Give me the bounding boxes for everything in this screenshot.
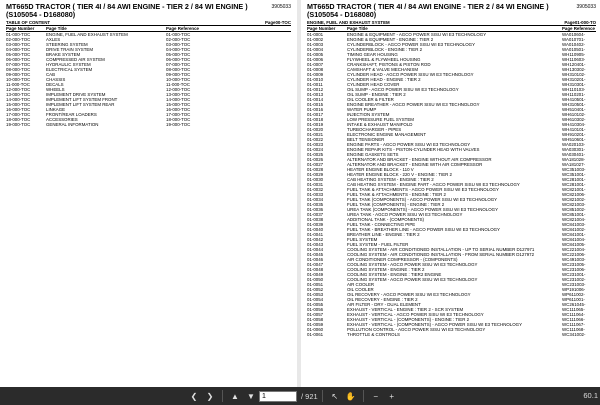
row-page-title: GENERAL INFORMATION (46, 122, 99, 127)
row-page-reference: WC821002- (562, 197, 586, 202)
row-page-title: INJECTION SYSTEM (347, 112, 390, 117)
row-page-reference: WA030301- (562, 147, 586, 152)
row-page-title: COOLING SYSTEM - ENGINE : TIER 2 (347, 267, 425, 272)
pdf-toolbar (0, 387, 600, 405)
row-page-number: 01-0014 (307, 97, 324, 102)
row-page-number: 02-000-TOC (6, 37, 31, 42)
row-page-number: 09-000-TOC (6, 72, 31, 77)
row-page-reference: WH410101- (562, 127, 586, 132)
row-page-title: OIL SUMP - ENGINE : TIER 2 (347, 92, 406, 97)
row-page-reference: WC231001- (562, 272, 586, 277)
row-page-reference: WC281001- (562, 177, 586, 182)
row-page-number: 01-0016 (307, 107, 324, 112)
row-page-title: BRAKE SYSTEM (46, 52, 81, 57)
row-page-reference: WC821003- (562, 202, 586, 207)
row-page-number: 01-0028 (307, 167, 324, 172)
row-page-title: FUEL TANK (COMPONENTS) - ENGINE : TIER 2 (347, 202, 445, 207)
row-page-title: OIL COOLER (347, 287, 374, 292)
row-page-reference: WP191006- (562, 287, 586, 292)
row-page-number: 01-0006 (307, 57, 324, 62)
total-pages: / 921 (301, 391, 318, 401)
row-page-title: CAMSHAFT & VALVE MECHANISM (347, 67, 418, 72)
row-page-reference: WC111065- (562, 307, 585, 312)
toolbar-divider (322, 390, 323, 402)
row-page-reference: 01-000-TOC (166, 32, 191, 37)
document-page-left (0, 0, 297, 387)
row-page-number: 01-0056 (307, 307, 324, 312)
row-page-title: EXHAUST - VERTICAL - ENGINE : TIER 2 - SCR SYSTEM (347, 307, 464, 312)
row-page-title: CRANKSHAFT, PISTONS & PISTON ROD (347, 62, 431, 67)
row-page-title: ENGINE REPAIR KITS - PISTON-CYLINDER HEAD WITH VALVES (347, 147, 480, 152)
row-page-number: 14-000-TOC (6, 97, 31, 102)
row-page-number: 01-0025 (307, 152, 324, 157)
row-page-number: 01-0055 (307, 302, 324, 307)
row-page-reference: WH510601- (562, 137, 586, 142)
row-page-reference: WC841004- (562, 237, 586, 242)
row-page-reference: WH110905- (562, 52, 586, 57)
row-page-title: STEERING SYSTEM (46, 42, 88, 47)
row-page-number: 01-0010 (307, 77, 324, 82)
document-page-right (301, 0, 600, 387)
row-page-reference: 04-000-TOC (166, 47, 191, 52)
row-page-reference: WH120401- (562, 62, 586, 67)
row-page-reference: WA010701- (562, 37, 586, 42)
row-page-number: 01-0043 (307, 242, 324, 247)
document-code: 3905033 (271, 4, 291, 10)
toc-table (6, 32, 291, 127)
row-page-reference: 03-000-TOC (166, 42, 191, 47)
back-icon[interactable]: ❮ (190, 391, 198, 401)
row-page-reference: WC221004- (562, 247, 586, 252)
row-page-title: EXHAUST - VERTICAL - (COMPONENTS) - ENGINE : TIER 2 (347, 317, 470, 322)
row-page-number: 01-0026 (307, 157, 324, 162)
row-page-reference: WA020103- (562, 142, 586, 147)
row-page-reference: WC851002- (562, 207, 586, 212)
row-page-reference: 12-000-TOC (166, 87, 191, 92)
row-page-reference: 15-000-TOC (166, 102, 191, 107)
row-page-title: LINKAGE (46, 107, 66, 112)
row-page-reference: 07-000-TOC (166, 62, 191, 67)
row-page-number: 04-000-TOC (6, 47, 31, 52)
row-page-title: EXHAUST - VERTICAL - AGCO POWER SISU WI E3 TECHNOLOGY (347, 312, 484, 317)
row-page-number: 01-0027 (307, 162, 324, 167)
row-page-title: IMPLEMENT LIFT SYSTEM REAR (46, 102, 115, 107)
row-page-number: 01-0001 (307, 32, 324, 37)
row-page-title: ENGINE & EQUIPMENT - ENGINE : TIER 2 (347, 37, 434, 42)
row-page-title: ENGINE, FUEL AND EXHAUST SYSTEM (46, 32, 128, 37)
row-page-title: FUEL TANK - BREATHER LINE - AGCO POWER SISU WI E3 TECHNOLOGY (347, 227, 500, 232)
row-page-number: 19-000-TOC (6, 122, 31, 127)
row-page-number: 01-0021 (307, 132, 324, 137)
row-page-title: CYLINDERBLOCK - ENGINE : TIER 2 (347, 47, 423, 52)
row-page-number: 01-0034 (307, 197, 324, 202)
row-page-title: EXHAUST - VERTICAL - (COMPONENTS) - AGCO POWER SISU WI E3 TECHNOLOGY (347, 322, 522, 327)
row-page-title: OIL COOLER & FILTER (347, 97, 394, 102)
document-title: MT665D TRACTOR ( TIER 4I / 84 AWI ENGINE - TIER 2 / 84 WI ENGINE ) (S105054 - D168080) (6, 2, 248, 19)
row-page-number: 01-0030 (307, 177, 324, 182)
row-page-number: 01-0018 (307, 117, 324, 122)
row-page-title: OIL RECOVERY - ENGINE : TIER 2 (347, 297, 418, 302)
row-page-reference: WH110103- (562, 87, 586, 92)
row-page-title: DECALS (46, 82, 64, 87)
row-page-title: ADDITIONAL TANK - (COMPONENTS) (347, 217, 425, 222)
row-page-reference: 16-000-TOC (166, 107, 191, 112)
row-page-reference: 19-000-TOC (166, 122, 191, 127)
row-page-title: CYLINDER HEAD - AGCO POWER SISU WI E3 TECHNOLOGY (347, 72, 474, 77)
row-page-number: 11-000-TOC (6, 82, 30, 87)
row-page-number: 01-0004 (307, 47, 324, 52)
row-page-title: ENGINE & EQUIPMENT - AGCO POWER SISU WI E3 TECHNOLOGY (347, 32, 487, 37)
row-page-number: 01-0036 (307, 207, 324, 212)
row-page-number: 01-0054 (307, 297, 324, 302)
row-page-number: 16-000-TOC (6, 107, 31, 112)
row-page-reference: WC281001- (562, 182, 586, 187)
row-page-number: 01-0037 (307, 212, 324, 217)
row-page-number: 01-0002 (307, 37, 324, 42)
row-page-title: AIR FILTER - DRY - DUAL ELEMENT (347, 302, 421, 307)
row-page-reference: 17-000-TOC (166, 112, 191, 117)
row-page-number: 12-000-TOC (6, 87, 31, 92)
row-page-reference: 06-000-TOC (166, 57, 191, 62)
row-page-number: 01-0061 (307, 332, 324, 337)
row-page-title: FUEL TANK (COMPONENTS) - AGCO POWER SISU WI E3 TECHNOLOGY (347, 197, 498, 202)
row-page-title: AIR CONDITIONER COMPRESSOR - (COMPONENTS) (347, 257, 458, 262)
forward-icon[interactable]: ❯ (206, 391, 214, 401)
row-page-title: ENGINE GASKETS SETS (347, 152, 399, 157)
table-row[interactable] (6, 122, 291, 127)
row-page-title: IMPLEMENT DRIVE SYSTEM (46, 92, 106, 97)
row-page-title: FRONT/REAR LOADERS (46, 112, 97, 117)
row-page-reference: 08-000-TOC (166, 67, 191, 72)
row-page-reference: WC261045- (562, 302, 586, 307)
row-page-title: ELECTRONIC ENGINE MANAGEMENT (347, 132, 427, 137)
row-page-reference: WA181027- (562, 162, 586, 167)
row-page-title: AXLES (46, 37, 61, 42)
row-page-number: 01-0023 (307, 142, 324, 147)
row-page-title: HEATER ENGINE BLOCK - 220 V - ENGINE : TIER 2 (347, 172, 452, 177)
row-page-number: 01-0015 (307, 102, 324, 107)
row-page-number: 01-0033 (307, 192, 324, 197)
row-page-reference: WH310501- (562, 102, 586, 107)
row-page-title: BREATHER LINE - ENGINE : TIER 2 (347, 232, 420, 237)
row-page-title: HEATER ENGINE BLOCK - 110 V (347, 167, 414, 172)
row-page-number: 01-0020 (307, 127, 324, 132)
row-page-title: CAB (46, 72, 56, 77)
row-page-title: WATER PUMP (347, 107, 377, 112)
row-page-title: CYLINDERBLOCK - AGCO POWER SISU WI E3 TECHNOLOGY (347, 42, 476, 47)
row-page-title: TIMING GEAR HOUSING (347, 52, 398, 57)
row-page-reference: WH610302- (562, 117, 586, 122)
row-page-number: 01-0017 (307, 112, 324, 117)
page-label: Page01-000-TO (564, 20, 596, 25)
row-page-number: 01-0035 (307, 202, 324, 207)
row-page-reference: WC841001- (562, 232, 586, 237)
page-number-input[interactable] (259, 391, 297, 402)
toc-table (307, 32, 596, 337)
row-page-title: FUEL TANK - CONNECTING PIPE (347, 222, 416, 227)
row-page-reference: WC231003- (562, 282, 586, 287)
col-page-number: Page Number (307, 26, 336, 31)
row-page-number: 07-000-TOC (6, 62, 31, 67)
row-page-title: INTAKE & EXHAUST MANIFOLD (347, 122, 413, 127)
row-page-number: 10-000-TOC (6, 77, 31, 82)
row-page-title: IMPLEMENT LIFT SYSTEM FRONT (46, 97, 118, 102)
row-page-number: 01-0038 (307, 217, 324, 222)
col-page-title: Page Title (347, 26, 368, 31)
row-page-title: ALTERNATOR AND BRACKET - ENGINE WITHOUT AIR COMPRESSOR (347, 157, 492, 162)
row-page-title: COOLING SYSTEM - AIR CONDITIONED INSTALLATION - UP TO SERIAL NUMBER D127971 (347, 247, 535, 252)
row-page-reference: WH910201- (562, 132, 586, 137)
row-page-reference: WH410304- (562, 122, 586, 127)
row-page-number: 01-0057 (307, 312, 324, 317)
row-page-title: UREA TANK (COMPONENTS) - AGCO POWER SISU WI E3 TECHNOLOGY (347, 207, 499, 212)
row-page-title: COOLING SYSTEM - AIR CONDITIONED INSTALLATION - FROM SERIAL NUMBER D127972 (347, 252, 535, 257)
row-page-title: WHEELS (46, 87, 65, 92)
row-page-reference: WH130302- (562, 67, 586, 72)
row-page-number: 01-0029 (307, 172, 324, 177)
row-page-number: 18-000-TOC (6, 117, 31, 122)
row-page-title: COOLING SYSTEM - AGCO POWER SISU WI E3 TECHNOLOGY (347, 262, 478, 267)
row-page-reference: WA010501- (562, 47, 586, 52)
row-page-number: 01-0045 (307, 252, 324, 257)
row-page-title: COOLING SYSTEM - AGCO POWER SISU WI E3 TECHNOLOGY (347, 277, 478, 282)
row-page-reference: WC341002- (562, 332, 586, 337)
row-page-reference: WA181028- (562, 157, 586, 162)
row-page-number: 01-0052 (307, 287, 324, 292)
row-page-reference: WC231005- (562, 262, 586, 267)
row-page-number: 01-0024 (307, 147, 324, 152)
section-label: TABLE OF CONTENT (6, 20, 51, 25)
row-page-number: 15-000-TOC (6, 102, 31, 107)
row-page-title: ENGINE BREATHER - AGCO POWER SISU WI E3 TECHNOLOGY (347, 102, 480, 107)
row-page-number: 01-0008 (307, 67, 324, 72)
row-page-title: AIR COOLER (347, 282, 375, 287)
row-page-number: 01-0044 (307, 247, 324, 252)
col-page-reference: Page Reference (562, 26, 595, 31)
row-page-number: 01-0022 (307, 137, 324, 142)
row-page-number: 01-0058 (307, 317, 324, 322)
row-page-number: 01-0048 (307, 267, 324, 272)
row-page-title: UREA TANK - AGCO POWER SISU WI E3 TECHNOLOGY (347, 212, 463, 217)
row-page-number: 01-0003 (307, 42, 324, 47)
row-page-title: FLYWHEEL & FLYWHEEL HOUSING (347, 57, 421, 62)
row-page-number: 01-0060 (307, 327, 324, 332)
zoom-level[interactable]: 60.1 (583, 391, 598, 400)
page-label: Page00-TOC (264, 20, 291, 25)
toolbar-divider (222, 390, 223, 402)
row-page-number: 01-0039 (307, 222, 324, 227)
row-page-reference: WH310201- (562, 77, 586, 82)
row-page-title: FUEL SYSTEM - FUEL FILTER (347, 242, 409, 247)
row-page-number: 01-0042 (307, 237, 324, 242)
row-page-title: ENGINE PARTS - AGCO POWER SISU WI E3 TECHNOLOGY (347, 142, 471, 147)
row-page-reference: WC221006- (562, 252, 586, 257)
row-page-title: COMPRESSED AIR SYSTEM (46, 57, 105, 62)
row-page-number: 01-0053 (307, 292, 324, 297)
row-page-reference: WA010402- (562, 42, 586, 47)
row-page-title: LOW PRESSURE FUEL SYSTEM (347, 117, 414, 122)
row-page-reference: WP611001- (562, 297, 585, 302)
row-page-reference: WC111064- (562, 312, 585, 317)
row-page-number: 01-0012 (307, 87, 324, 92)
row-page-title: CYLINDER HEAD COVER (347, 82, 400, 87)
row-page-reference: 18-000-TOC (166, 117, 191, 122)
row-page-title: THROTTLE & CONTROLS (347, 332, 400, 337)
document-code: 3905033 (576, 4, 596, 10)
row-page-number: 01-000-TOC (6, 32, 31, 37)
row-page-reference: WC231006- (562, 267, 586, 272)
row-page-reference: 02-000-TOC (166, 37, 191, 42)
row-page-reference: WC351003- (562, 167, 586, 172)
zoom-in-icon[interactable]: + (389, 391, 395, 401)
col-page-number: Page Number (6, 26, 35, 31)
row-page-number: 01-0059 (307, 322, 324, 327)
row-page-title: OIL RECOVERY - AGCO POWER SISU WI E3 TECHNOLOGY (347, 292, 471, 297)
row-page-reference: WH410501- (562, 97, 586, 102)
row-page-reference: WA030401- (562, 152, 586, 157)
row-page-number: 05-000-TOC (6, 52, 31, 57)
row-page-number: 01-0047 (307, 262, 324, 267)
row-page-reference: WC231002- (562, 277, 586, 282)
row-page-reference: WH110201- (562, 92, 586, 97)
row-page-number: 01-0005 (307, 52, 324, 57)
col-page-title: Page Title (46, 26, 67, 31)
row-page-number: 06-000-TOC (6, 57, 31, 62)
row-page-number: 01-0019 (307, 122, 324, 127)
row-page-reference: WC841003- (562, 222, 586, 227)
row-page-reference: WH110603- (562, 57, 586, 62)
row-page-reference: WC111068- (562, 327, 585, 332)
row-page-reference: WC841002- (562, 227, 586, 232)
row-page-reference: 05-000-TOC (166, 52, 191, 57)
prev-page-icon[interactable]: ▲ (231, 391, 239, 401)
row-page-title: DRIVE TRAIN SYSTEM (46, 47, 94, 52)
row-page-reference: WC111066- (562, 317, 585, 322)
row-page-number: 01-0046 (307, 257, 324, 262)
row-page-title: CAB HEATING SYSTEM - ENGINE : TIER 2 (347, 177, 434, 182)
row-page-reference: WC851001- (562, 212, 586, 217)
hand-icon[interactable]: ✋ (345, 391, 356, 401)
section-label: ENGINE, FUEL AND EXHAUST SYSTEM (307, 20, 390, 25)
row-page-title: ALTERNATOR AND BRACKET - ENGINE WITH AIR COMPRESSOR (347, 162, 483, 167)
row-page-reference: WH310102- (562, 72, 586, 77)
row-page-title: TURBOCHARGER - PIPES (347, 127, 402, 132)
row-page-number: 17-000-TOC (6, 112, 31, 117)
row-page-reference: 09-000-TOC (166, 72, 191, 77)
row-page-title: COOLING SYSTEM - ENGINE : TIER2 ENGINE (347, 272, 442, 277)
row-page-reference: 14-000-TOC (166, 97, 191, 102)
row-page-title: FUEL TANK & ATTACHMENTS - ENGINE : TIER 2 (347, 192, 446, 197)
col-page-reference: Page Reference (166, 26, 199, 31)
row-page-title: ACCESSORIES (46, 117, 78, 122)
row-page-number: 08-000-TOC (6, 67, 31, 72)
row-page-title: CAB HEATING SYSTEM - ENGINE PART - AGCO POWER SISU WI E3 TECHNOLOGY (347, 182, 520, 187)
row-page-reference: WC491003- (562, 257, 586, 262)
row-page-reference: WC351001- (562, 172, 586, 177)
row-page-number: 13-000-TOC (6, 92, 31, 97)
zoom-out-icon[interactable]: − (373, 391, 379, 401)
page-header (307, 3, 596, 19)
row-page-reference: WA010604- (562, 32, 586, 37)
row-page-reference: WC821001- (562, 187, 586, 192)
page-header (6, 3, 291, 19)
row-page-reference: WH310301- (562, 82, 586, 87)
next-page-icon[interactable]: ▼ (247, 391, 255, 401)
row-page-number: 01-0031 (307, 182, 324, 187)
row-page-reference: WC821006- (562, 192, 586, 197)
row-page-number: 01-0040 (307, 227, 324, 232)
row-page-reference: 13-000-TOC (166, 92, 191, 97)
row-page-number: 01-0007 (307, 62, 324, 67)
row-page-number: 01-0049 (307, 272, 324, 277)
row-page-reference: WH510401- (562, 107, 586, 112)
row-page-reference: WH610102- (562, 112, 586, 117)
row-page-number: 01-0032 (307, 187, 324, 192)
row-page-title: OIL SUMP - AGCO POWER SISU WI E3 TECHNOLOGY (347, 87, 459, 92)
row-page-reference: WC841005- (562, 242, 586, 247)
row-page-title: CHASSIS (46, 77, 66, 82)
row-page-title: POLLUTION CONTROL - AGCO POWER SISU WI E3 TECHNOLOGY (347, 327, 486, 332)
row-page-number: 01-0050 (307, 277, 324, 282)
row-page-reference: WC111067- (562, 322, 585, 327)
row-page-reference: WP611002- (562, 292, 585, 297)
row-page-title: CYLINDER HEAD - ENGINE : TIER 2 (347, 77, 421, 82)
row-page-title: FUEL SYSTEM (347, 237, 378, 242)
row-page-reference: 10-000-TOC (166, 77, 191, 82)
row-page-number: 01-0041 (307, 232, 324, 237)
row-page-number: 01-0013 (307, 92, 324, 97)
row-page-title: FUEL TANK & ATTACHMENTS - AGCO POWER SISU WI E3 TECHNOLOGY (347, 187, 499, 192)
row-page-reference: 11-000-TOC (166, 82, 190, 87)
row-page-title: HYDRAULIC SYSTEM (46, 62, 91, 67)
cursor-icon[interactable]: ↖ (331, 391, 339, 401)
document-title: MT665D TRACTOR ( TIER 4I / 84 AWI ENGINE - TIER 2 / 84 WI ENGINE ) (S105054 - D168080) (307, 2, 549, 19)
row-page-number: 01-0051 (307, 282, 324, 287)
row-page-title: ELECTRICAL SYSTEM (46, 67, 93, 72)
row-page-number: 01-0009 (307, 72, 324, 77)
table-row[interactable] (307, 332, 596, 337)
row-page-number: 03-000-TOC (6, 42, 31, 47)
toolbar-divider (363, 390, 364, 402)
row-page-number: 01-0011 (307, 82, 323, 87)
row-page-title: BELT TENSIONER (347, 137, 385, 142)
row-page-reference: WC821004- (562, 217, 586, 222)
